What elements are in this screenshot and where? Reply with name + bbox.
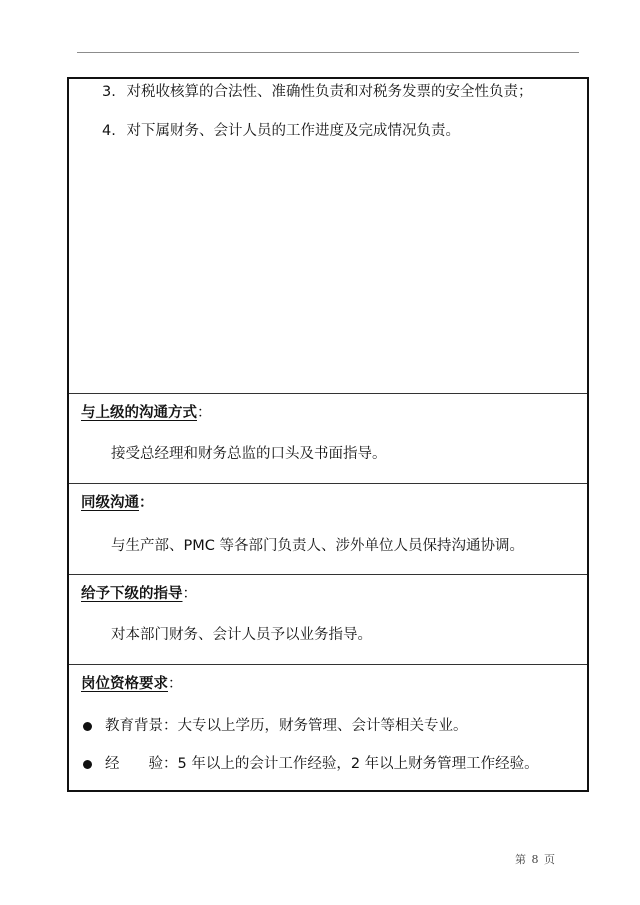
peer-communication-cell <box>69 483 587 574</box>
section-title: 与上级的沟通方式 <box>81 405 197 421</box>
subordinate-guidance-cell <box>69 574 587 664</box>
colon: ： <box>139 495 154 511</box>
colon: ： <box>168 676 183 692</box>
section-title: 给予下级的指导 <box>81 586 183 602</box>
section-text: 与生产部、PMC 等各部门负责人、涉外单位人员保持沟通协调。 <box>111 538 524 554</box>
responsibility-item-3 <box>102 82 532 102</box>
colon: ： <box>182 586 197 602</box>
item-label: 教育背景 <box>105 718 163 734</box>
item-label: 经 验 <box>105 756 163 772</box>
qualifications-cell <box>69 664 587 790</box>
header-rule <box>77 52 579 53</box>
bullet-icon <box>83 722 92 731</box>
job-description-table <box>67 77 589 792</box>
responsibilities-cell <box>69 79 587 393</box>
section-heading <box>81 674 183 694</box>
responsibility-item-4 <box>102 121 460 141</box>
qualification-item-education <box>69 716 468 736</box>
item-text: 5 年以上的会计工作经验，2 年以上财务管理工作经验。 <box>177 756 539 772</box>
item-number: 4. <box>102 123 116 139</box>
item-number: 3. <box>102 84 116 100</box>
item-text: 大专以上学历，财务管理、会计等相关专业。 <box>177 718 468 734</box>
section-title: 岗位资格要求 <box>81 676 168 692</box>
section-heading <box>81 403 212 423</box>
section-heading <box>81 584 197 604</box>
section-text: 接受总经理和财务总监的口头及书面指导。 <box>111 446 387 462</box>
superior-communication-cell <box>69 393 587 483</box>
bullet-icon <box>83 760 92 769</box>
section-heading <box>81 493 154 513</box>
section-title: 同级沟通 <box>81 495 139 511</box>
qualification-item-experience <box>69 754 539 774</box>
item-text: 对税收核算的合法性、准确性负责和对税务发票的安全性负责； <box>126 84 533 100</box>
page-number: 第 8 页 <box>515 853 556 866</box>
separator: ： <box>163 756 178 772</box>
item-text: 对下属财务、会计人员的工作进度及完成情况负责。 <box>126 123 460 139</box>
section-text: 对本部门财务、会计人员予以业务指导。 <box>111 627 372 643</box>
colon: ： <box>197 405 212 421</box>
separator: ： <box>163 718 178 734</box>
